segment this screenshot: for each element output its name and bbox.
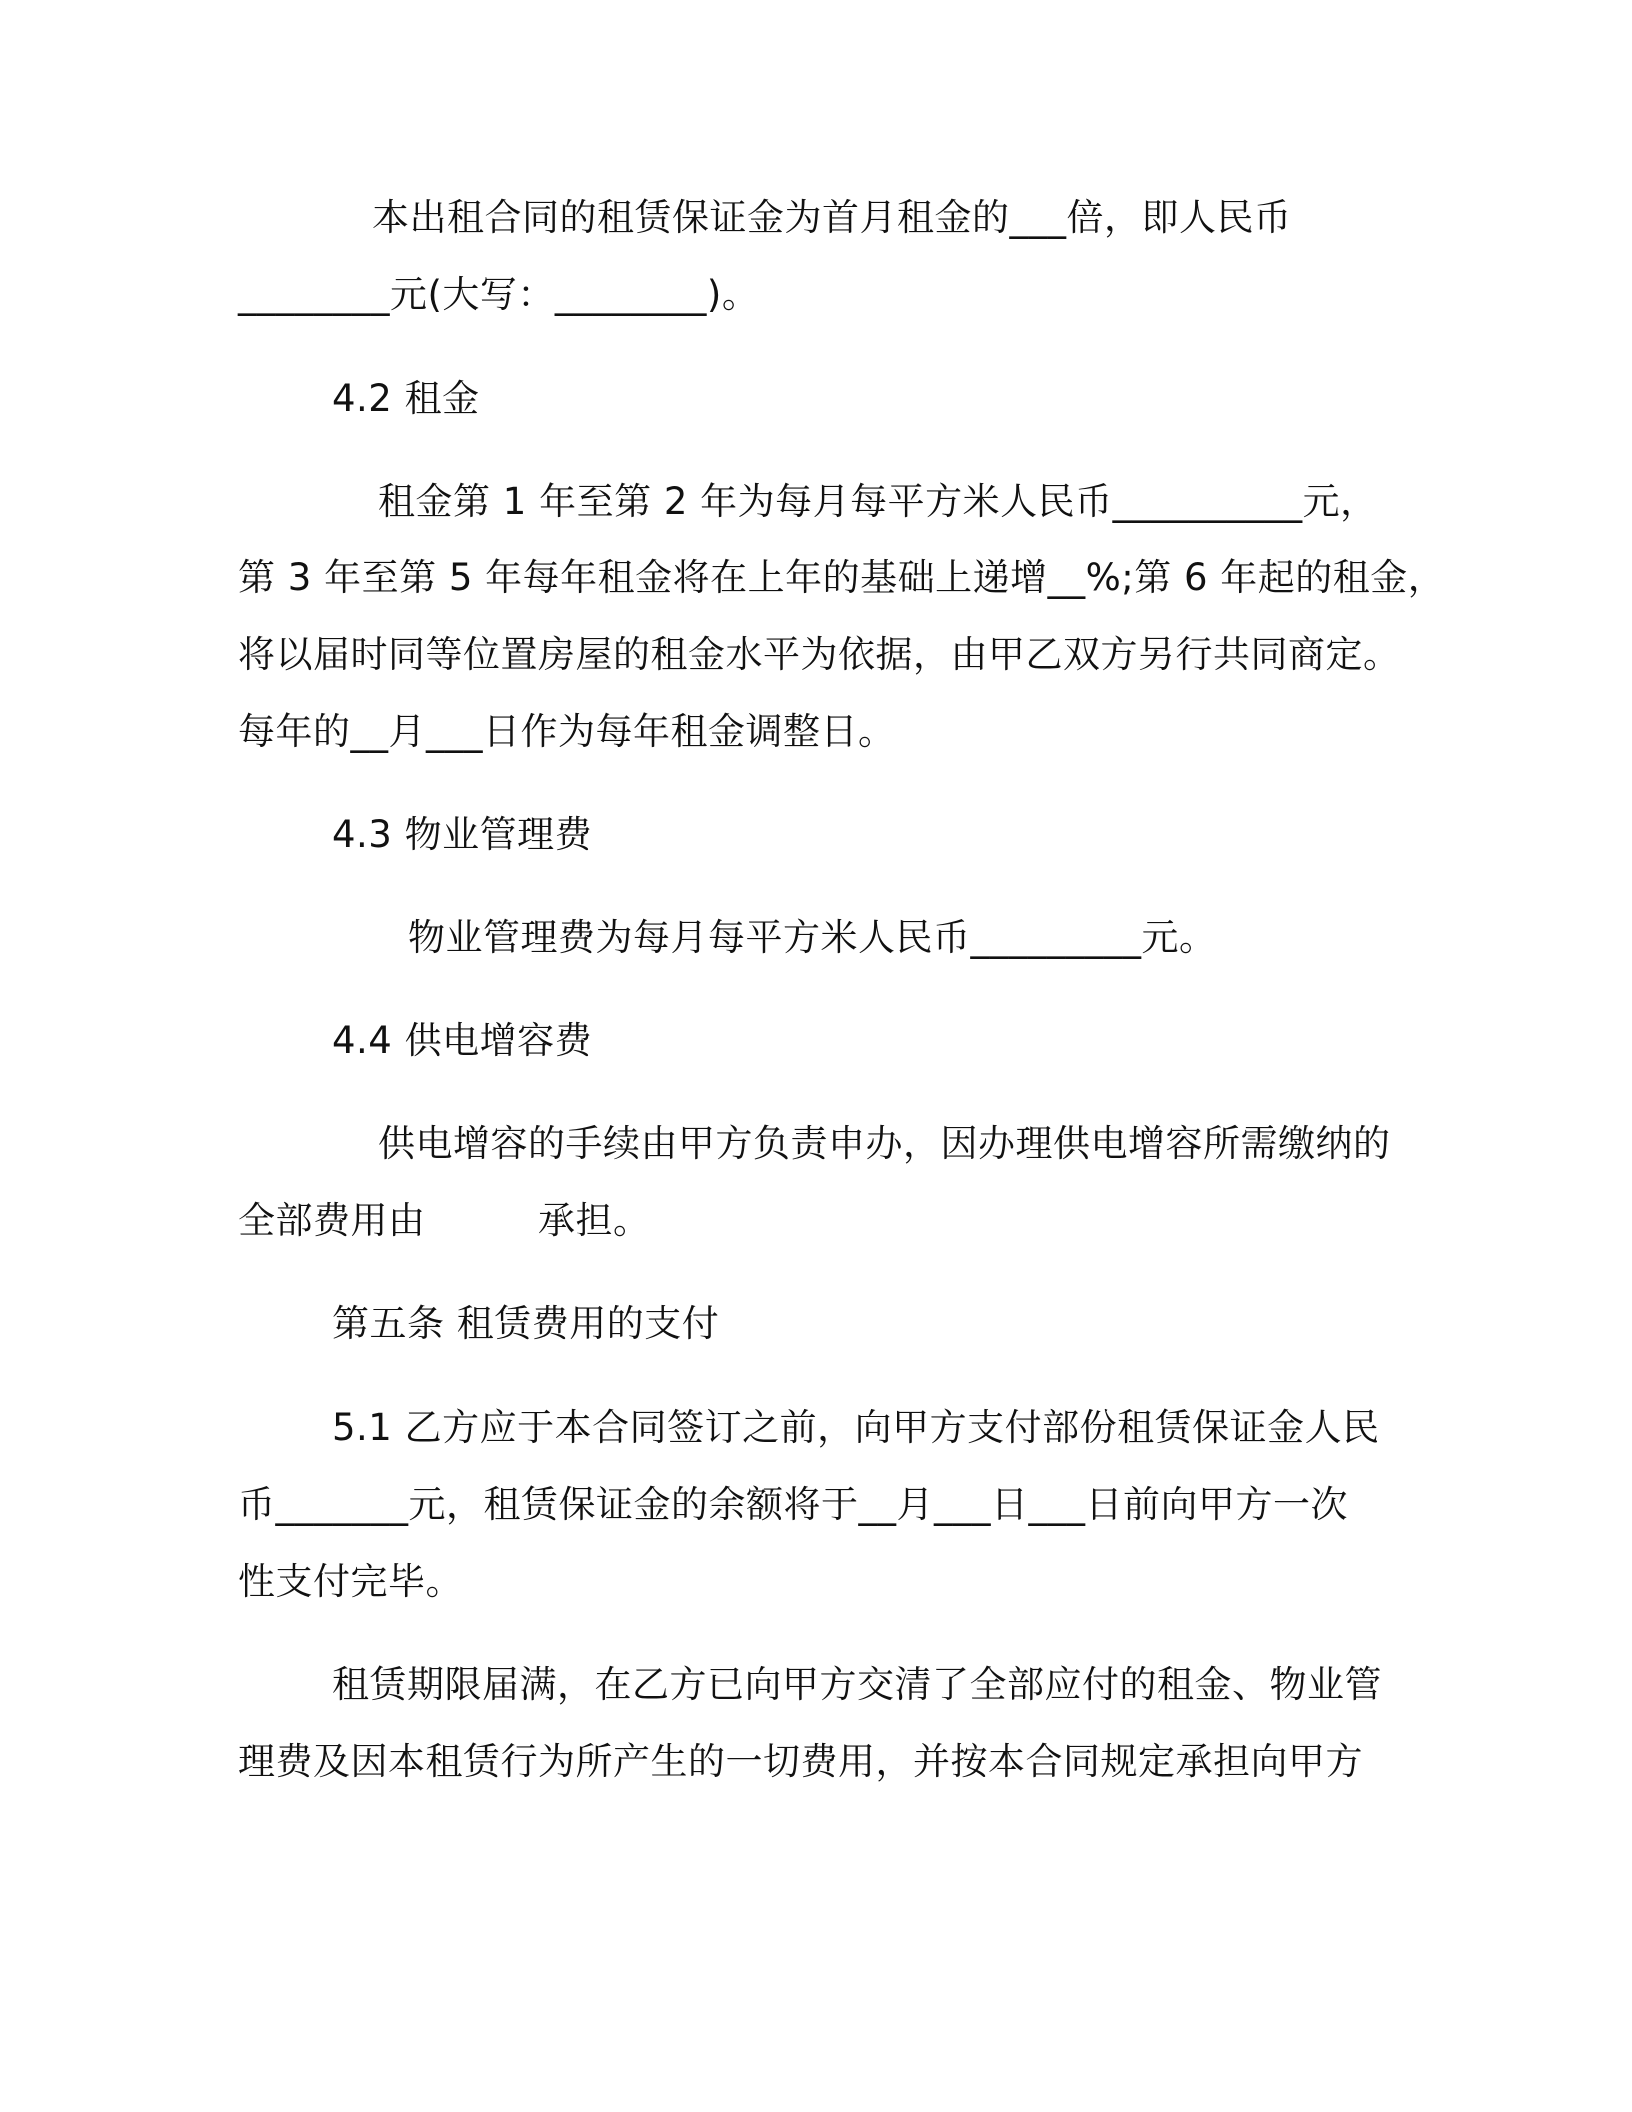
power-text-line-2: 全部费用由 承担。: [238, 1199, 651, 1242]
payment-5-1-line-3: 性支付完毕。: [238, 1560, 463, 1603]
deposit-text-line-2: ________元(大写：________)。: [238, 273, 760, 316]
deposit-text-line-1: 本出租合同的租赁保证金为首月租金的___倍，即人民币: [372, 196, 1292, 239]
section-4-3-heading: 4.3 物业管理费: [332, 813, 593, 856]
expiry-text-line-1: 租赁期限届满，在乙方已向甲方交清了全部应付的租金、物业管: [332, 1663, 1382, 1706]
rent-text-line-2: 第 3 年至第 5 年每年租金将在上年的基础上递增__%;第 6 年起的租金，: [238, 556, 1446, 599]
payment-5-1-line-2: 币_______元，租赁保证金的余额将于__月___日___日前向甲方一次: [238, 1483, 1348, 1526]
section-4-2-heading: 4.2 租金: [332, 377, 480, 420]
expiry-text-line-2: 理费及因本租赁行为所产生的一切费用，并按本合同规定承担向甲方: [238, 1740, 1363, 1783]
rent-text-line-4: 每年的__月___日作为每年租金调整日。: [238, 710, 896, 753]
article-5-heading: 第五条 租赁费用的支付: [332, 1302, 720, 1345]
rent-text-line-1: 租金第 1 年至第 2 年为每月每平方米人民币__________元，: [378, 480, 1378, 523]
property-fee-text: 物业管理费为每月每平方米人民币_________元。: [408, 916, 1217, 959]
payment-5-1-line-1: 5.1 乙方应于本合同签订之前，向甲方支付部份租赁保证金人民: [332, 1406, 1380, 1449]
section-4-4-heading: 4.4 供电增容费: [332, 1019, 593, 1062]
power-text-line-1: 供电增容的手续由甲方负责申办，因办理供电增容所需缴纳的: [378, 1122, 1391, 1165]
rent-text-line-3: 将以届时同等位置房屋的租金水平为依据，由甲乙双方另行共同商定。: [238, 633, 1401, 676]
